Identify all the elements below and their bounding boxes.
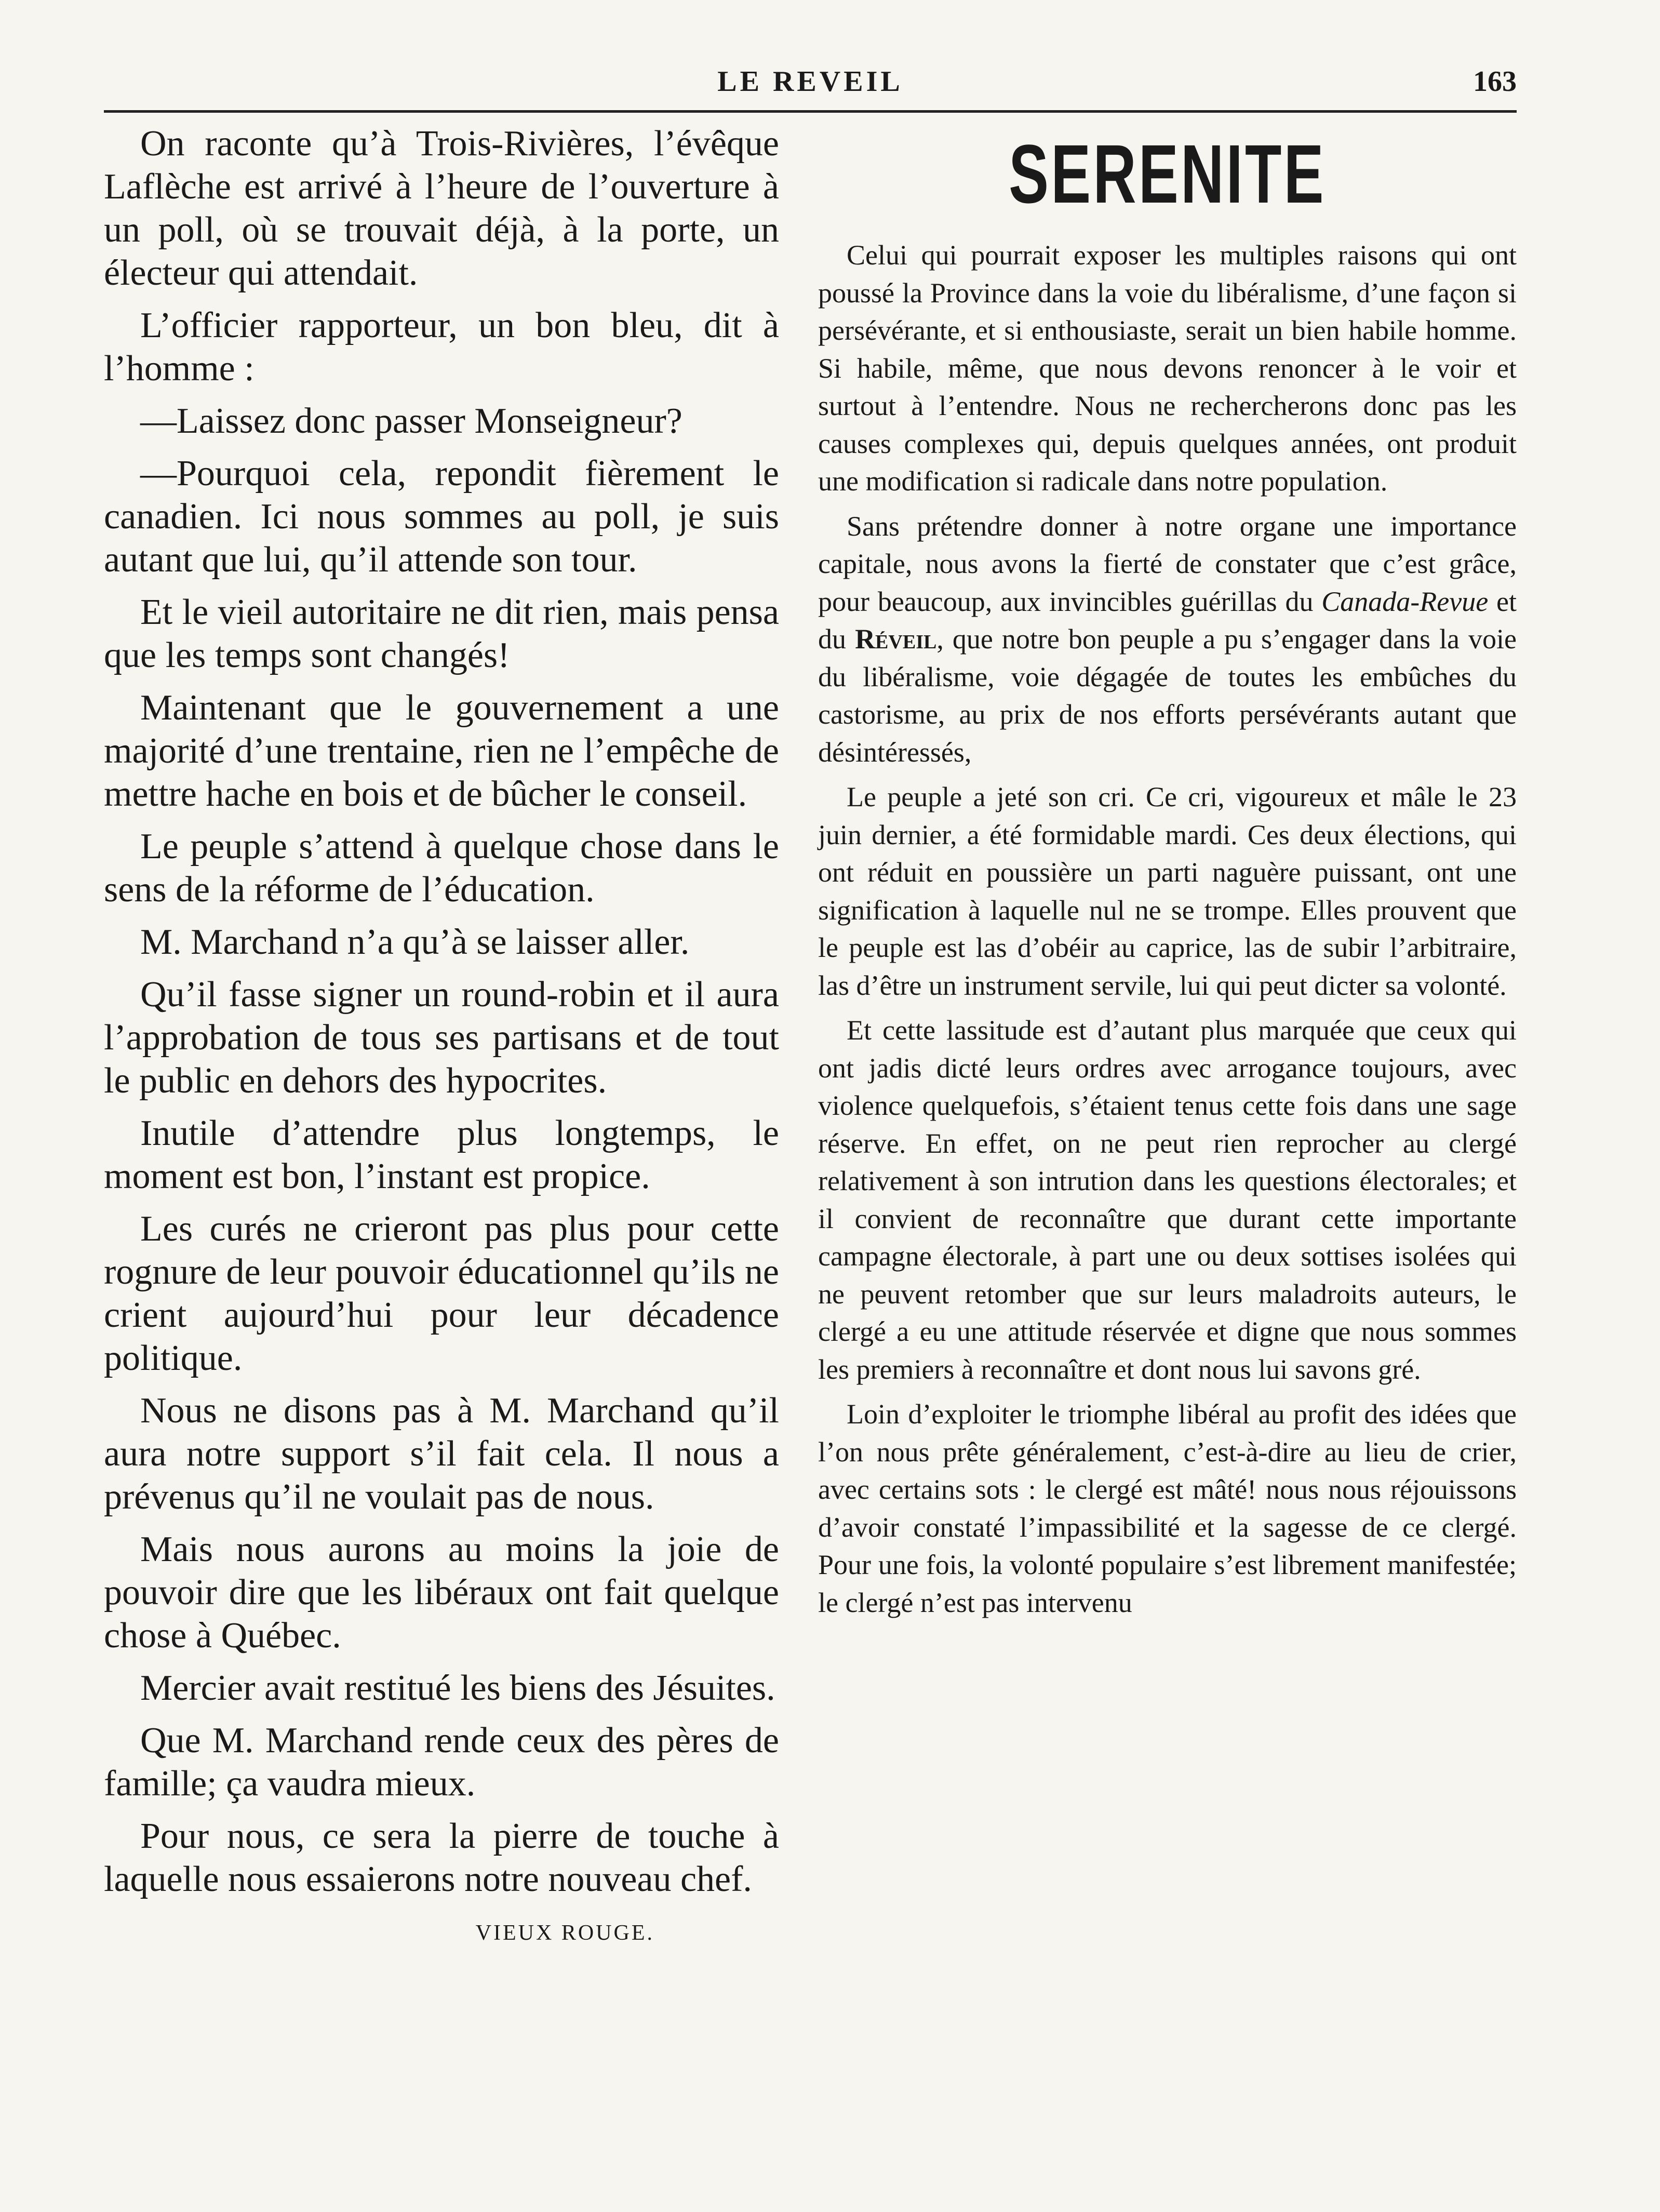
paragraph: Loin d’exploiter le triomphe libéral au profit des idées que l’on nous prête généralement, c’est-à-dire au lieu de crier, avec certains sots : le clergé est mâté! nous nous réjouissons d’avoir constaté l’impassibilité et la sagesse de ce clergé. Pour une fois, la volonté populaire s’est librement manifestée; le clergé n’est pas intervenu: [818, 1398, 1517, 1618]
publication-name-smallcaps: Réveil: [855, 623, 937, 655]
paragraph: Qu’il fasse signer un round-robin et il aura l’approbation de tous ses partisans et de tout le public en dehors des hypocrites.: [104, 975, 779, 1101]
article-title: SERENITE: [1009, 127, 1326, 220]
paragraph: M. Marchand n’a qu’à se laisser aller.: [140, 922, 690, 962]
paragraph: —Laissez donc passer Monseigneur?: [140, 401, 682, 441]
paragraph: Celui qui pourrait exposer les multiples raisons qui ont poussé la Province dans la voie du libéralisme, d’une façon si persévérante, et si enthousiaste, serait un bien habile homme. Si habile, même, que nous devons renoncer à le voir et surtout à l’entendre. Nous ne rechercherons donc pas les causes complexes qui, depuis quelques années, ont produit une modification si radicale dans notre population.: [818, 239, 1517, 497]
paragraph: Les curés ne crieront pas plus pour cette rognure de leur pouvoir éducationnel qu’ils ne crient aujourd’hui pour leur décadence politique.: [104, 1209, 779, 1378]
paragraph: Mais nous aurons au moins la joie de pouvoir dire que les libéraux ont fait quelque chose à Québec.: [104, 1529, 779, 1656]
running-head: [104, 65, 1517, 106]
paragraph: Inutile d’attendre plus longtemps, le moment est bon, l’instant est propice.: [104, 1113, 779, 1196]
paragraph: Le peuple a jeté son cri. Ce cri, vigoureux et mâle le 23 juin dernier, a été formidable mardi. Ces deux élections, qui ont réduit en poussière un parti naguère puissant, ont une signification à laquelle nul ne se trompe. Elles prouvent que le peuple est las d’obéir au caprice, las de subir l’arbitraire, las d’être un instrument servile, lui qui peut dicter sa volonté.: [818, 781, 1517, 1001]
page-number: 163: [1473, 65, 1517, 98]
paragraph: Que M. Marchand rende ceux des pères de famille; ça vaudra mieux.: [104, 1721, 779, 1804]
publication-name-italic: Canada-Revue: [1321, 585, 1489, 617]
paragraph: Nous ne disons pas à M. Marchand qu’il aura notre support s’il fait cela. Il nous a prévenus qu’il ne voulait pas de nous.: [104, 1391, 779, 1517]
paragraph: Et cette lassitude est d’autant plus marquée que ceux qui ont jadis dicté leurs ordres avec arrogance toujours, avec violence quelquefois, s’étaient tenus cette fois dans une sage réserve. En effet, on ne peut rien reprocher au clergé relativement à son intrution dans les questions électorales; et il convient de reconnaître que durant cette importante campagne électorale, à part une ou deux sottises isolées qui ne peuvent retomber que sur leurs maladroits auteurs, le clergé a eu une attitude réservée et digne que nous sommes les premiers à reconnaître et dont nous lui savons gré.: [818, 1015, 1517, 1385]
paragraph: Et le vieil autoritaire ne dit rien, mais pensa que les temps sont changés!: [104, 592, 779, 675]
paragraph: On raconte qu’à Trois-Rivières, l’évêque Laflèche est arrivé à l’heure de l’ouverture à un poll, où se trouvait déjà, à la porte, un électeur qui attendait.: [104, 124, 779, 293]
paragraph: Maintenant que le gouvernement a une majorité d’une trentaine, rien ne l’empêche de mettre hache en bois et de bûcher le conseil.: [104, 688, 779, 814]
text-run: , que notre bon peuple a pu s’engager dans la voie du libéralisme, voie dégagée de toutes les embûches du castorisme, au prix de nos efforts persévérants autant que désintéressés,: [818, 623, 1517, 768]
header-rule: [104, 110, 1517, 113]
paragraph: Le peuple s’attend à quelque chose dans le sens de la réforme de l’éducation.: [104, 827, 779, 910]
left-column-article: [104, 122, 779, 1946]
journal-title: LE REVEIL: [717, 65, 903, 98]
paragraph-with-emphasis: [818, 508, 1517, 771]
paragraph: L’officier rapporteur, un bon bleu, dit à l’homme :: [104, 305, 779, 389]
text-run: et du: [818, 585, 1517, 655]
paragraph: —Pourquoi cela, repondit fièrement le canadien. Ici nous sommes au poll, je suis autant que lui, qu’il attende son tour.: [104, 454, 779, 580]
article-signature: VIEUX ROUGE.: [475, 1921, 654, 1945]
right-column-article: [818, 122, 1517, 1629]
text-run: Sans prétendre donner à notre organe une importance capitale, nous avons la fierté de constater que c’est grâce, pour beaucoup, aux invincibles guérillas du: [818, 510, 1517, 617]
paragraph: Mercier avait restitué les biens des Jésuites.: [140, 1668, 775, 1708]
paragraph: Pour nous, ce sera la pierre de touche à laquelle nous essaierons notre nouveau chef.: [104, 1816, 779, 1899]
